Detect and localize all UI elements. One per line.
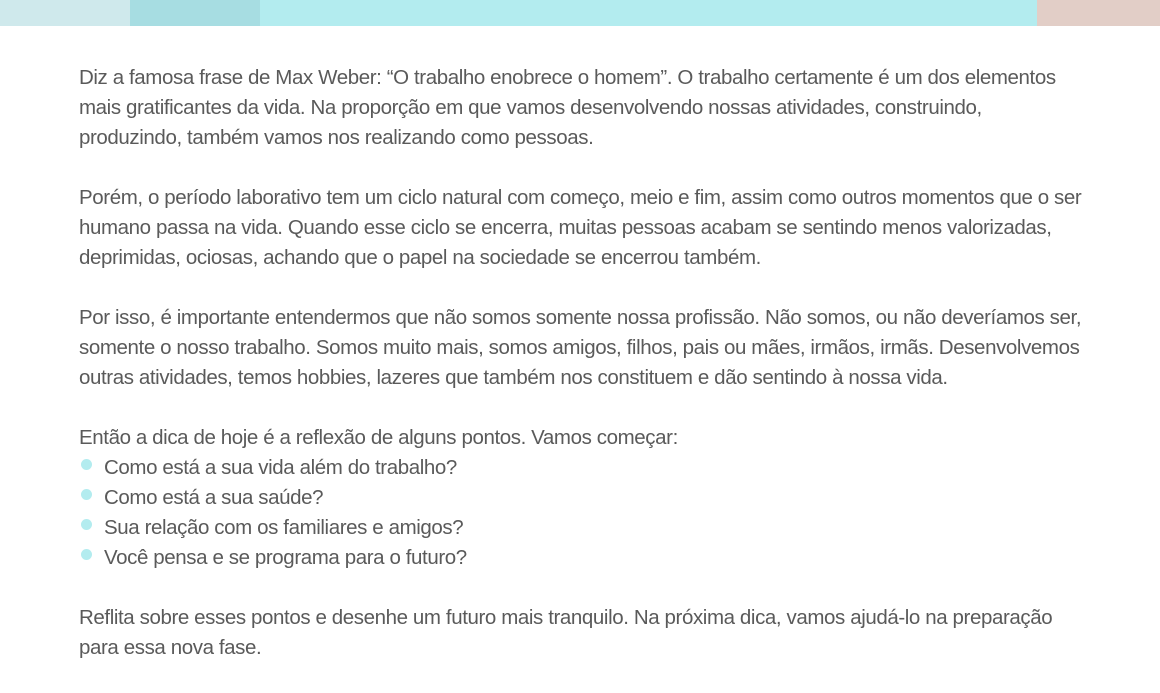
paragraph: Porém, o período laborativo tem um ciclo natural com começo, meio e fim, assim como outros momentos que o ser humano passa na vida. Quando esse ciclo se encerra, muitas pessoas acabam se sentindo menos valorizadas, deprimidas, ociosas, achando que o papel na sociedade se encerrou também. — [79, 186, 1082, 269]
list-item-text: Como está a sua saúde? — [104, 486, 324, 509]
article-body — [79, 63, 1089, 693]
list-item-text: Como está a sua vida além do trabalho? — [104, 456, 457, 479]
top-color-bar — [0, 0, 1160, 26]
bullet-dot-icon — [81, 549, 92, 560]
list-item-text: Você pensa e se programa para o futuro? — [104, 546, 467, 569]
color-bar-segment — [260, 0, 1037, 26]
list-item-text: Sua relação com os familiares e amigos? — [104, 516, 464, 539]
color-bar-segment — [1037, 0, 1160, 26]
list-item — [79, 543, 1089, 573]
list-item — [79, 453, 1089, 483]
list-item — [79, 513, 1089, 543]
color-bar-segment — [0, 0, 130, 26]
bullet-dot-icon — [81, 489, 92, 500]
color-bar-segment — [130, 0, 260, 26]
closing-paragraph: Reflita sobre esses pontos e desenhe um futuro mais tranquilo. Na próxima dica, vamos ajudá-lo na preparação para essa nova fase. — [79, 606, 1053, 659]
list-intro: Então a dica de hoje é a reflexão de alguns pontos. Vamos começar: — [79, 426, 678, 449]
paragraph: Por isso, é importante entendermos que não somos somente nossa profissão. Não somos, ou não deveríamos ser, somente o nosso trabalho. Somos muito mais, somos amigos, filhos, pais ou mães, irmãos, irmãs. Desenvolvemos outras atividades, temos hobbies, lazeres que também nos constituem e dão sentindo à nossa vida. — [79, 306, 1082, 389]
reflection-list — [79, 453, 1089, 573]
list-item — [79, 483, 1089, 513]
bullet-dot-icon — [81, 459, 92, 470]
bullet-dot-icon — [81, 519, 92, 530]
paragraph: Diz a famosa frase de Max Weber: “O trabalho enobrece o homem”. O trabalho certamente é um dos elementos mais gratificantes da vida. Na proporção em que vamos desenvolvendo nossas atividades, construindo, produzindo, também vamos nos realizando como pessoas. — [79, 66, 1056, 149]
